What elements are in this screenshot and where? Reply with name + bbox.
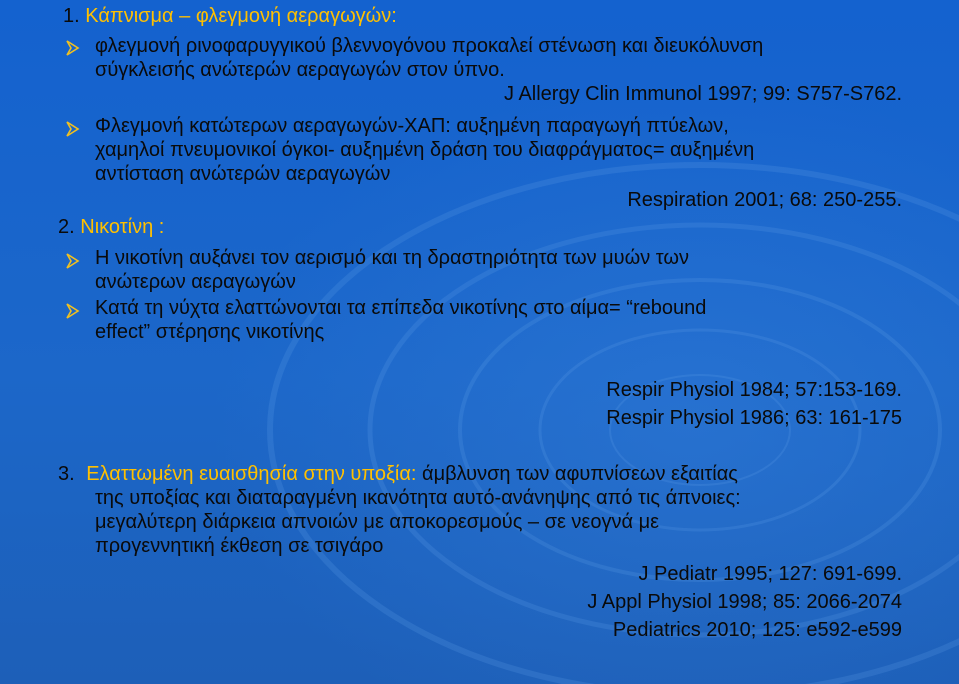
arrowhead-icon [66,303,80,319]
arrowhead-icon [66,253,80,269]
section-2-heading: Νικοτίνη : [80,216,165,238]
reference-j-pediatr: J Pediatr 1995; 127: 691-699. [638,563,902,585]
reference-respir-physiol-1986: Respir Physiol 1986; 63: 161-175 [606,407,902,429]
reference-j-appl-physiol: J Appl Physiol 1998; 85: 2066-2074 [587,591,902,613]
section-1-heading: Κάπνισμα – φλεγμονή αεραγωγών: [85,5,397,27]
section-2-bullet-1-line-1: Η νικοτίνη αυξάνει τον αερισμό και τη δραστηριότητα των μυών των [95,247,690,269]
section-1-bullet-1-line-2: σύγκλεισής ανώτερών αεραγωγών στον ύπνο. [95,59,505,81]
section-2-number: 2. [58,216,75,238]
reference-respir-physiol-1984: Respir Physiol 1984; 57:153-169. [606,379,902,401]
section-2-bullet-1-line-2: ανώτερων αεραγωγών [95,271,296,293]
arrowhead-icon [66,121,80,137]
section-3-number: 3. [58,463,75,485]
section-3-line-3: μεγαλύτερη διάρκεια απνοιών με αποκορεσμούς – σε νεογνά με [95,511,660,533]
section-1-title [63,4,397,28]
section-3-heading: Ελαττωμένη ευαισθησία στην υποξία: [86,463,417,485]
reference-pediatrics: Pediatrics 2010; 125: e592-e599 [612,619,902,641]
section-3-line-4: προγεννητική έκθεση σε τσιγάρο [95,535,384,557]
reference-respiration: Respiration 2001; 68: 250-255. [627,189,902,211]
section-3-line-1-text: άμβλυνση των αφυπνίσεων εξαιτίας [416,463,738,485]
section-3-line-2: της υποξίας και διαταραγμένη ικανότητα αυτό-ανάνηψης από τις άπνοιες: [95,487,741,509]
reference-j-allergy: J Allergy Clin Immunol 1997; 99: S757-S762. [504,83,902,105]
section-2-bullet-2-line-2: effect” στέρησης νικοτίνης [95,321,325,343]
section-3-line-1 [58,462,738,486]
section-2-bullet-2-line-1: Κατά τη νύχτα ελαττώνονται τα επίπεδα νικοτίνης στο αίμα= “rebound [95,297,707,319]
section-1-bullet-1-line-1: φλεγμονή ρινοφαρυγγικού βλεννογόνου προκαλεί στένωση και διευκόλυνση [95,35,764,57]
section-1-number: 1. [63,5,80,27]
section-2-title [58,215,164,239]
arrowhead-icon [66,40,80,56]
section-1-bullet-2-line-2: χαμηλοί πνευμονικοί όγκοι- αυξημένη δράση του διαφράγματος= αυξημένη [95,139,755,161]
section-1-bullet-2-line-3: αντίσταση ανώτερών αεραγωγών [95,163,391,185]
section-1-bullet-2-line-1: Φλεγμονή κατώτερων αεραγωγών-ΧΑΠ: αυξημένη παραγωγή πτύελων, [95,115,729,137]
